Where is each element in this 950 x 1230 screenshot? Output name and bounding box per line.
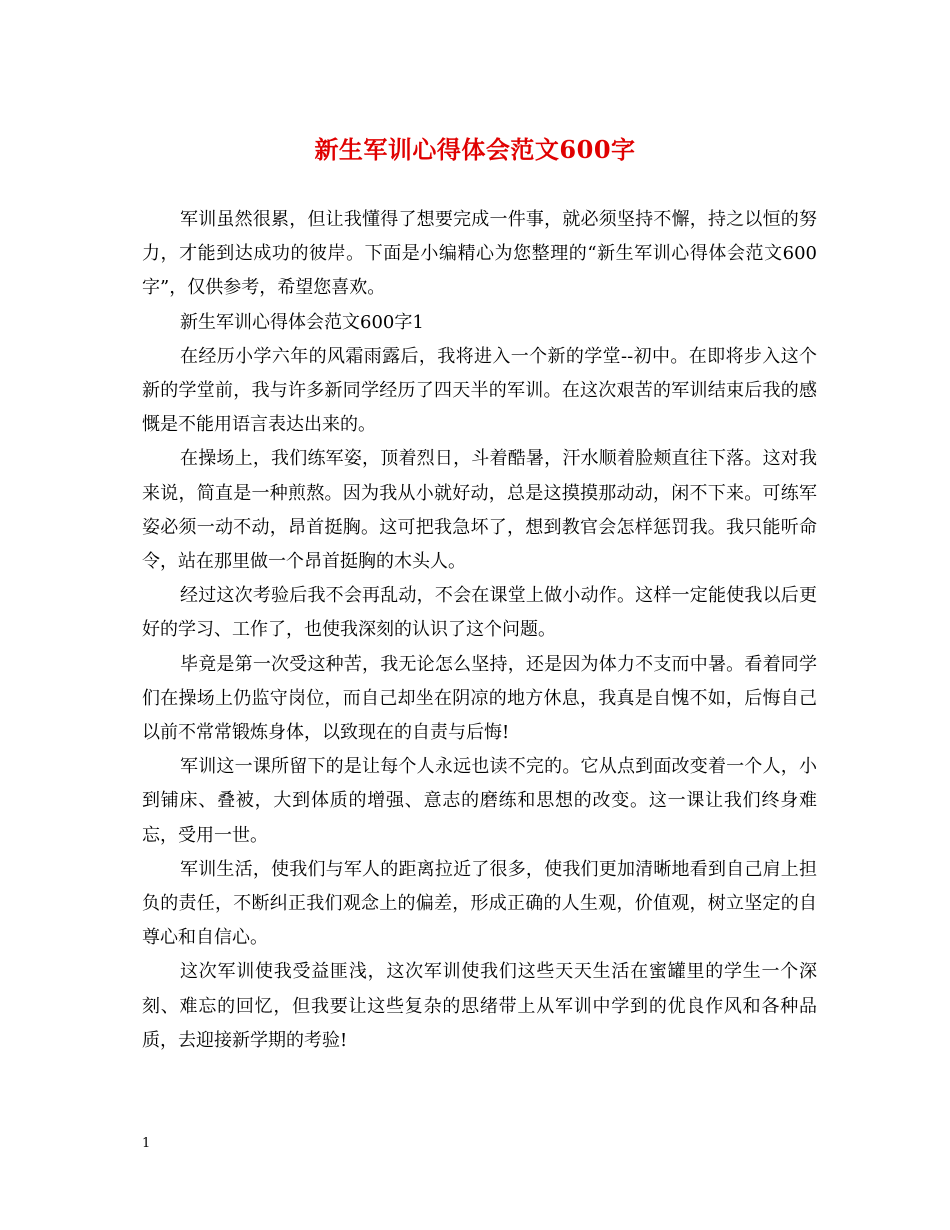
paragraph: 毕竟是第一次受这种苦，我无论怎么坚持，还是因为体力不支而中暑。看着同学们在操场上仍监守岗位，而自己却坐在阴凉的地方休息，我真是自愧不如，后悔自己以前不常常锻炼身体，以致现在的自责与后悔! <box>142 653 817 744</box>
paragraph: 军训这一课所留下的是让每个人永远也读不完的。它从点到面改变着一个人，小到铺床、叠被，大到体质的增强、意志的磨练和思想的改变。这一课让我们终身难忘，受用一世。 <box>142 756 817 846</box>
paragraph: 在操场上，我们练军姿，顶着烈日，斗着酷暑，汗水顺着脸颊直往下落。这对我来说，简直是一种煎熬。因为我从小就好动，总是这摸摸那动动，闲不下来。可练军姿必须一动不动，昂首挺胸。这可把我急坏了，想到教官会怎样惩罚我。我只能听命令，站在那里做一个昂首挺胸的木头人。 <box>142 448 817 573</box>
document-title: 新生军训心得体会范文600字 <box>314 135 636 164</box>
paragraph-subheading: 新生军训心得体会范文600字1 <box>180 311 424 333</box>
paragraph: 经过这次考验后我不会再乱动，不会在课堂上做小动作。这样一定能使我以后更好的学习、工作了，也使我深刻的认识了这个问题。 <box>142 585 817 641</box>
paragraph-intro: 军训虽然很累，但让我懂得了想要完成一件事，就必须坚持不懈，持之以恒的努力，才能到达成功的彼岸。下面是小编精心为您整理的“新生军训心得体会范文600字”，仅供参考，希望您喜欢。 <box>142 209 817 299</box>
paragraph: 这次军训使我受益匪浅，这次军训使我们这些天天生活在蜜罐里的学生一个深刻、难忘的回忆，但我要让这些复杂的思绪带上从军训中学到的优良作风和各种品质，去迎接新学期的考验! <box>142 961 817 1051</box>
document-body <box>142 203 817 1058</box>
page-number: 1 <box>142 1136 151 1151</box>
paragraph: 军训生活，使我们与军人的距离拉近了很多，使我们更加清晰地看到自己肩上担负的责任，不断纠正我们观念上的偏差，形成正确的人生观，价值观，树立坚定的自尊心和自信心。 <box>142 858 817 949</box>
paragraph: 在经历小学六年的风霜雨露后，我将进入一个新的学堂--初中。在即将步入这个新的学堂前，我与许多新同学经历了四天半的军训。在这次艰苦的军训结束后我的感慨是不能用语言表达出来的。 <box>142 345 817 436</box>
